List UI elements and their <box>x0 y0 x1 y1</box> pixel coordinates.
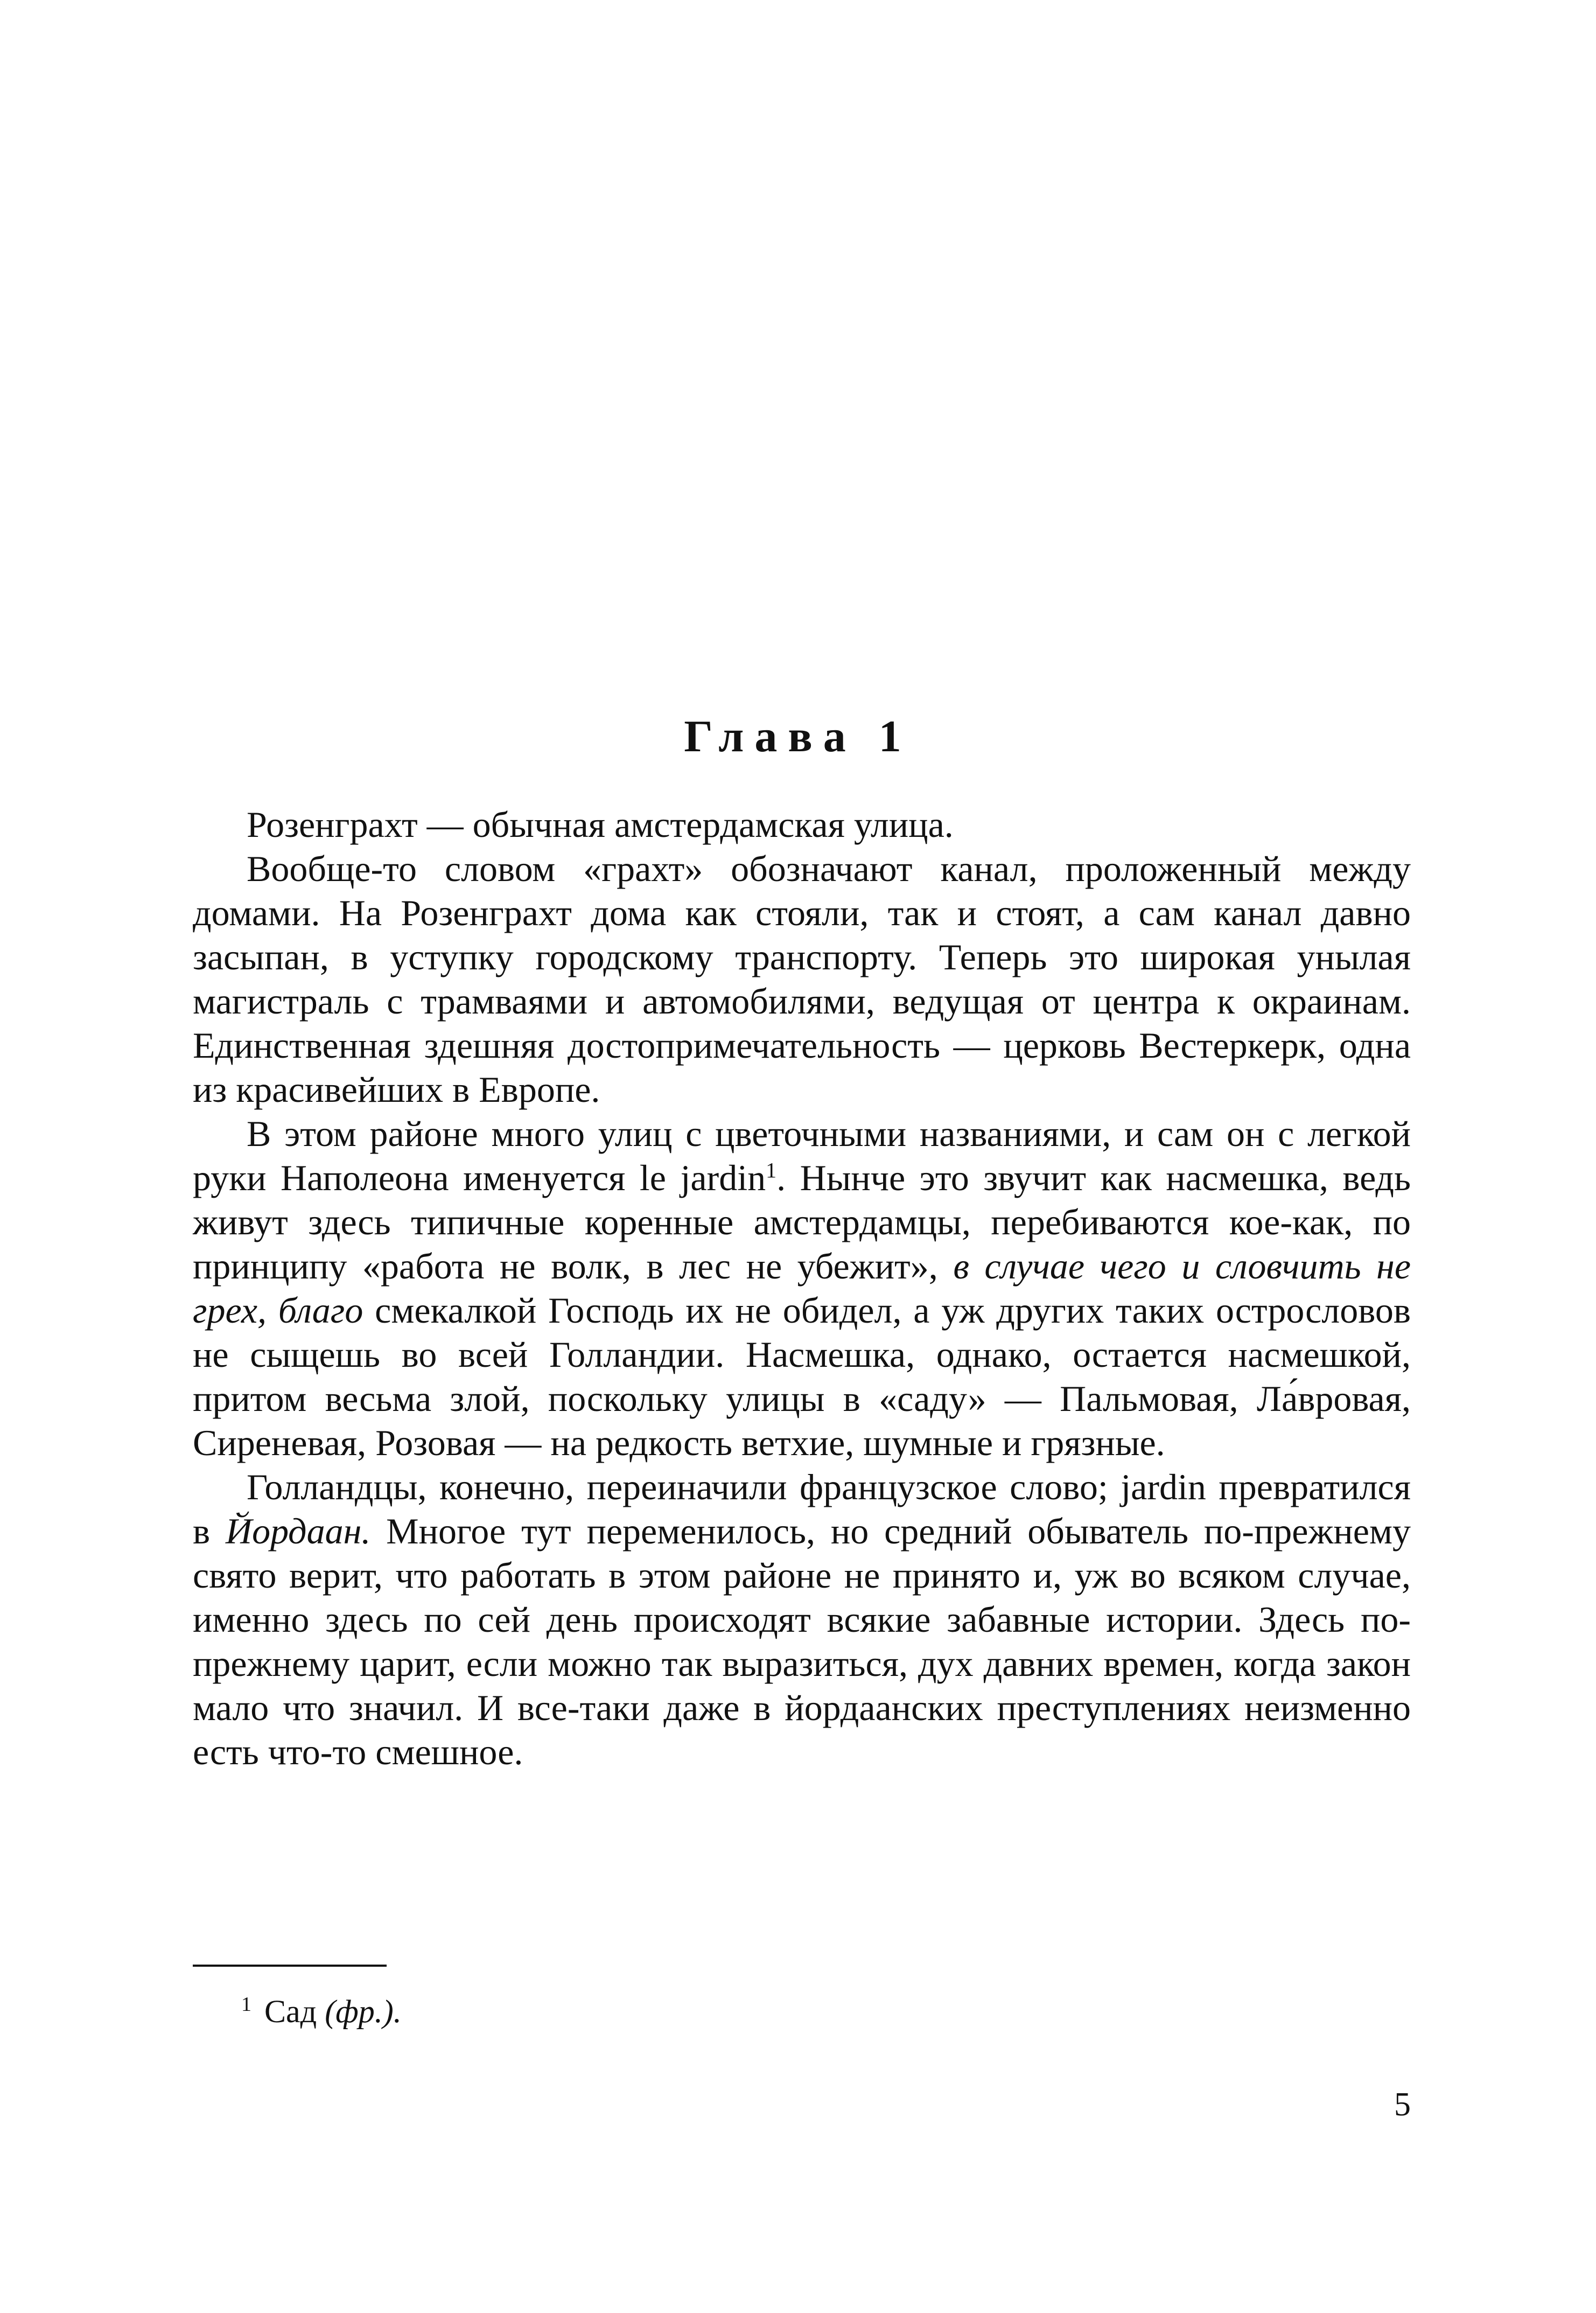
paragraph-text: Многое тут переменилось, но средний обыватель по-прежнему свято верит, что работать в этом районе не принято и, уж во всяком случае, именно здесь по сей день происходят всякие забавные истории. Здесь по-прежнему царит, если можно так выразиться, дух давних времен, когда закон мало что значил. И все-таки даже в йордаанских преступлениях неизменно есть что-то смешное. <box>193 1511 1411 1772</box>
footnote-italic: (фр.). <box>325 1994 402 2029</box>
italic-text: в случае чего и словчить не грех, благо <box>193 1246 1411 1331</box>
paragraph-text: Розенграхт — обычная амстердамская улица. <box>247 804 954 845</box>
paragraph-1 <box>193 802 1411 847</box>
paragraph-text: . Нынче это звучит как насмешка, ведь живут здесь типичные коренные амстердамцы, перебиваются кое-как, по принципу «работа не волк, в лес не убежит», <box>193 1157 1411 1287</box>
footnote <box>241 1983 402 2033</box>
footnote-text: Сад <box>264 1994 317 2029</box>
paragraph-2 <box>193 847 1411 1112</box>
footnote-reference: 1 <box>766 1158 777 1183</box>
page-number: 5 <box>1394 2086 1411 2123</box>
paragraph-text: смекалкой Господь их не обидел, а уж других таких острословов не сыщешь во всей Голландии. Насмешка, однако, остается насмешкой, притом весьма злой, поскольку улицы в «саду» — Пальмовая, Ла́вровая, Сиреневая, Розовая — на редкость ветхие, шумные и грязные. <box>193 1290 1411 1463</box>
chapter-heading: Глава 1 <box>684 711 912 761</box>
paragraph-text: В этом районе много улиц с цветочными названиями, и сам он с легкой руки Наполеона именуется le jardin <box>193 1113 1411 1198</box>
paragraph-3 <box>193 1112 1411 1465</box>
paragraph-4 <box>193 1465 1411 1774</box>
paragraph-text: Голландцы, конечно, переиначили французское слово; jardin превратился в <box>193 1466 1411 1552</box>
italic-text: Йордаан. <box>225 1511 371 1552</box>
body-text <box>193 802 1411 1774</box>
footnote-mark: 1 <box>241 1993 251 2016</box>
footnote-divider <box>193 1965 387 1967</box>
paragraph-text: Вообще-то словом «грахт» обозначают канал, проложенный между домами. На Розенграхт дома как стояли, так и стоят, а сам канал давно засыпан, в уступку городскому транспорту. Теперь это широкая унылая магистраль с трамваями и автомобилями, ведущая от центра к окраинам. Единственная здешняя достопримечательность — церковь Вестеркерк, одна из красивейших в Европе. <box>193 848 1411 1110</box>
